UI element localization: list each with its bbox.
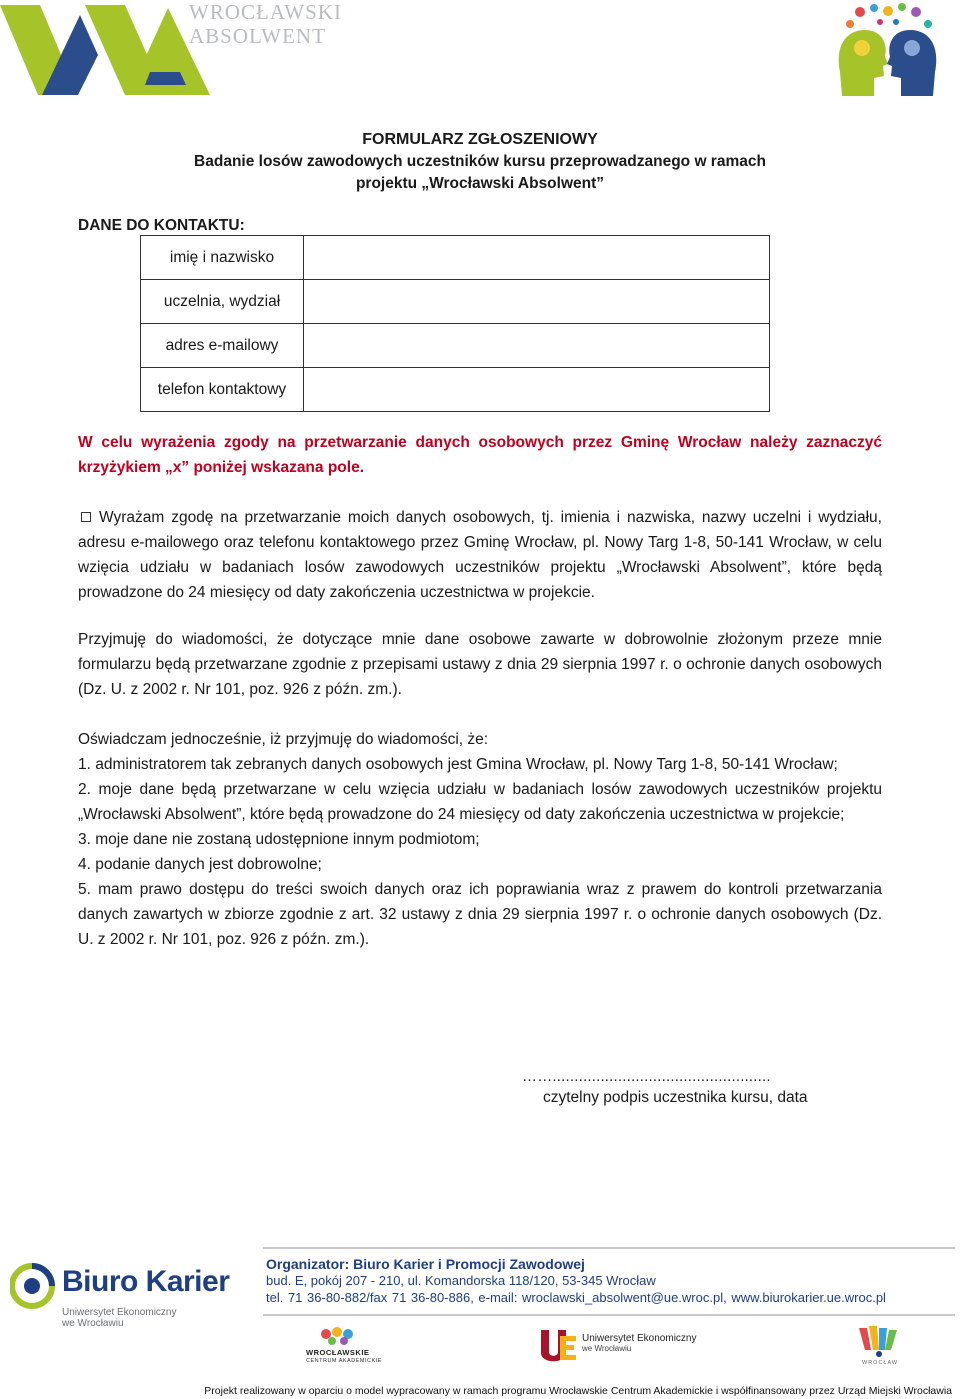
form-subtitle-line2: projektu „Wrocławski Absolwent” <box>355 175 605 192</box>
footer-address: bud. E, pokój 207 - 210, ul. Komandorska 118/120, 53-345 Wrocław <box>266 1273 656 1288</box>
ue-logo-icon <box>538 1326 578 1366</box>
consent-paragraph <box>78 505 882 605</box>
phone-field[interactable] <box>304 368 770 412</box>
contact-row <box>141 324 770 368</box>
wca-name: WROCŁAWSKIE <box>306 1348 370 1357</box>
declaration-item: 2. moje dane będą przetwarzane w celu wzięcia udziału w badaniach losów zawodowych uczestników projektu „Wrocławski Absolwent”, które będą prowadzone do 24 miesięcy od daty zakończenia uczestnictwa w projekcie; <box>78 781 882 823</box>
contact-row <box>141 236 770 280</box>
footer-divider <box>263 1247 955 1249</box>
logo-text-line2: ABSOLWENT <box>189 24 326 48</box>
footer-contact: tel. 71 36-80-882/fax 71 36-80-886, e-mail: wroclawski_absolwent@ue.wroc.pl, www.biurokarier.ue.wroc.pl <box>266 1290 886 1305</box>
acknowledgement-paragraph: Przyjmuję do wiadomości, że dotyczące mnie dane osobowe zawarte w dobrowolnie złożonym przeze mnie formularzu będą przetwarzane zgodnie z przepisami ustawy z dnia 29 sierpnia 1997 r. o ochronie danych osobowych (Dz. U. z 2002 r. Nr 101, poz. 926 z późn. zm.). <box>78 631 882 698</box>
declaration-item: 1. administratorem tak zebranych danych osobowych jest Gmina Wrocław, pl. Nowy Targ 1-8, 50-141 Wrocław; <box>78 756 838 773</box>
email-field[interactable] <box>304 324 770 368</box>
declaration-intro: Oświadczam jednocześnie, iż przyjmuję do wiadomości, że: <box>78 731 489 748</box>
contact-label: adres e-mailowy <box>141 324 304 368</box>
ue-name: Uniwersytet Ekonomiczny <box>582 1333 697 1344</box>
biuro-karier-subtitle: we Wrocławiu <box>62 1318 124 1329</box>
contact-row <box>141 280 770 324</box>
ue-city: we Wrocławiu <box>582 1344 632 1353</box>
biuro-karier-name: Biuro Karier <box>62 1265 230 1298</box>
contact-table <box>140 235 770 412</box>
logo-text-line1: WROCŁAWSKI <box>189 0 342 24</box>
name-field[interactable] <box>304 236 770 280</box>
consent-checkbox[interactable] <box>81 512 91 522</box>
consent-instruction: W celu wyrażenia zgody na przetwarzanie danych osobowych przez Gminę Wrocław należy zaznaczyć krzyżykiem „x” poniżej wskazana pole. <box>78 434 882 476</box>
contact-label: imię i nazwisko <box>141 236 304 280</box>
declaration-item: 3. moje dane nie zostaną udostępnione innym podmiotom; <box>78 831 480 848</box>
consent-text: Wyrażam zgodę na przetwarzanie moich danych osobowych, tj. imienia i nazwiska, nazwy uczelni i wydziału, adresu e-mailowego oraz telefonu kontaktowego przez Gminę Wrocław, pl. Nowy Targ 1-8, 50-141 Wrocław, w celu wzięcia udziału w badaniach losów zawodowych uczestników projektu „Wrocławski Absolwent”, które będą prowadzone do 24 miesięcy od daty zakończenia uczestnictwa w projekcie. <box>78 509 882 601</box>
declaration-item: 4. podanie danych jest dobrowolne; <box>78 856 322 873</box>
contact-row <box>141 368 770 412</box>
signature-label: czytelny podpis uczestnika kursu, data <box>543 1089 808 1106</box>
footer-divider <box>263 1314 955 1316</box>
biuro-karier-subtitle: Uniwersytet Ekonomiczny <box>62 1307 177 1318</box>
declaration-section <box>78 727 882 952</box>
contact-heading: DANE DO KONTAKTU: <box>78 217 245 234</box>
footer-organizer: Organizator: Biuro Karier i Promocji Zawodowej <box>266 1256 585 1272</box>
form-subtitle-line1: Badanie losów zawodowych uczestników kursu przeprowadzanego w ramach <box>194 153 766 170</box>
contact-label: telefon kontaktowy <box>141 368 304 412</box>
form-title: FORMULARZ ZGŁOSZENIOWY <box>362 131 598 148</box>
declaration-item: 5. mam prawo dostępu do treści swoich danych oraz ich poprawiania wraz z prawem do kontroli przetwarzania danych zawartych w zbiorze zgodnie z art. 32 ustawy z dnia 29 sierpnia 1997 r. o ochronie danych osobowych (Dz. U. z 2002 r. Nr 101, poz. 926 z późn. zm.). <box>78 881 882 948</box>
university-field[interactable] <box>304 280 770 324</box>
wca-subtitle: CENTRUM AKADEMICKIE <box>306 1358 382 1364</box>
footer-project-note: Projekt realizowany w oparciu o model wypracowany w ramach programu Wrocławskie Centrum Akademickie i współfinansowany przez Urząd Miejski Wrocławia <box>204 1385 952 1397</box>
signature-line[interactable]: …….................................................. <box>522 1068 771 1085</box>
contact-label: uczelnia, wydział <box>141 280 304 324</box>
wroclaw-name: WROCŁAW <box>862 1360 899 1366</box>
heads-illustration-logo <box>830 2 945 98</box>
